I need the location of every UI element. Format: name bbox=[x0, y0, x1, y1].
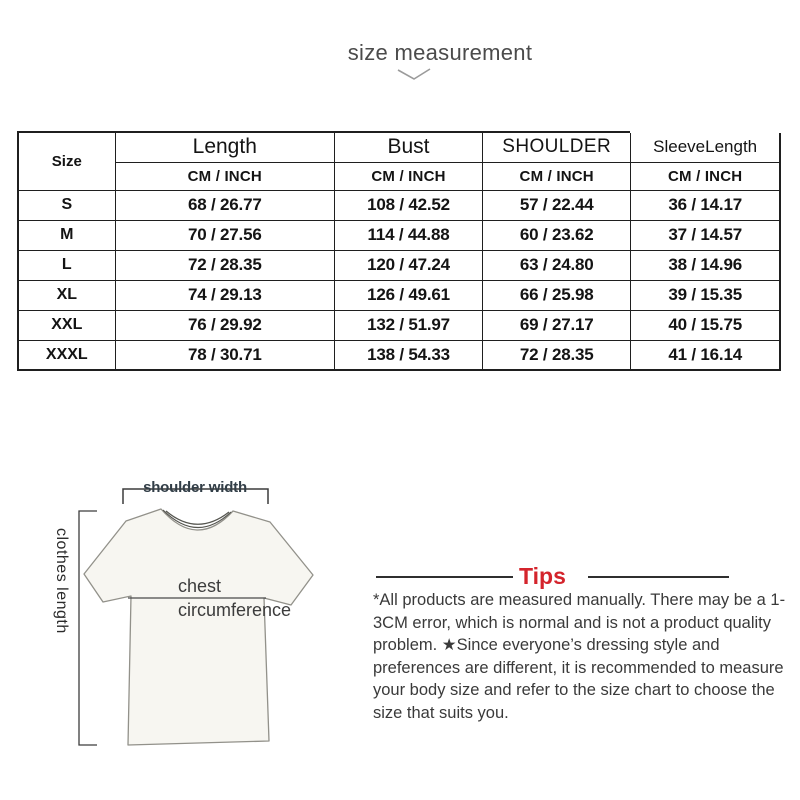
unit-header-length: CM / INCH bbox=[115, 162, 334, 190]
bust-cell: 132 / 51.97 bbox=[334, 310, 482, 340]
bust-cell: 114 / 44.88 bbox=[334, 220, 482, 250]
bust-cell: 108 / 42.52 bbox=[334, 190, 482, 220]
clothes-length-label: clothes length bbox=[53, 528, 70, 634]
col-header-shoulder: SHOULDER bbox=[483, 132, 631, 162]
size-cell: M bbox=[18, 220, 115, 250]
length-cell: 68 / 26.77 bbox=[115, 190, 334, 220]
size-cell: XXXL bbox=[18, 340, 115, 370]
sleeve-cell: 40 / 15.75 bbox=[631, 310, 780, 340]
chest-label-line2: circumference bbox=[178, 600, 292, 620]
shoulder-cell: 69 / 27.17 bbox=[483, 310, 631, 340]
length-cell: 76 / 29.92 bbox=[115, 310, 334, 340]
sleeve-cell: 36 / 14.17 bbox=[631, 190, 780, 220]
unit-header-sleevelength: CM / INCH bbox=[631, 162, 780, 190]
chevron-down-icon bbox=[396, 68, 432, 82]
table-row bbox=[18, 220, 780, 250]
chest-label-line1: chest bbox=[178, 576, 222, 596]
sleeve-cell: 41 / 16.14 bbox=[631, 340, 780, 370]
length-cell: 72 / 28.35 bbox=[115, 250, 334, 280]
bust-cell: 120 / 47.24 bbox=[334, 250, 482, 280]
col-header-length: Length bbox=[115, 132, 334, 162]
bust-cell: 126 / 49.61 bbox=[334, 280, 482, 310]
tips-divider-right bbox=[588, 576, 729, 578]
bust-cell: 138 / 54.33 bbox=[334, 340, 482, 370]
shoulder-cell: 72 / 28.35 bbox=[483, 340, 631, 370]
sleeve-cell: 38 / 14.96 bbox=[631, 250, 780, 280]
table-row bbox=[18, 250, 780, 280]
tshirt-outline bbox=[84, 509, 313, 745]
table-row bbox=[18, 280, 780, 310]
col-header-size: Size bbox=[18, 132, 115, 190]
shoulder-cell: 63 / 24.80 bbox=[483, 250, 631, 280]
unit-header-bust: CM / INCH bbox=[334, 162, 482, 190]
sleeve-cell: 37 / 14.57 bbox=[631, 220, 780, 250]
tips-title: Tips bbox=[519, 563, 566, 589]
shoulder-cell: 57 / 22.44 bbox=[483, 190, 631, 220]
size-table bbox=[17, 131, 781, 371]
size-cell: S bbox=[18, 190, 115, 220]
tips-body-text: *All products are measured manually. There may be a 1-3CM error, which is normal and is not a product quality problem. ★Since everyone’s dressing style and preferences are different, it is recommended to measure your body size and refer to the size chart to choose the size that suits you. bbox=[373, 591, 786, 722]
table-row bbox=[18, 310, 780, 340]
length-bracket bbox=[79, 511, 97, 745]
col-header-bust: Bust bbox=[334, 132, 482, 162]
shoulder-width-label: shoulder width bbox=[143, 479, 247, 496]
unit-header-shoulder: CM / INCH bbox=[483, 162, 631, 190]
table-row bbox=[18, 190, 780, 220]
page-title: size measurement bbox=[347, 40, 533, 65]
table-row bbox=[18, 340, 780, 370]
size-cell: XXL bbox=[18, 310, 115, 340]
shoulder-cell: 66 / 25.98 bbox=[483, 280, 631, 310]
length-cell: 74 / 29.13 bbox=[115, 280, 334, 310]
col-header-sleevelength: SleeveLength bbox=[631, 132, 780, 162]
tips-divider-left bbox=[376, 576, 513, 578]
sleeve-cell: 39 / 15.35 bbox=[631, 280, 780, 310]
size-cell: XL bbox=[18, 280, 115, 310]
tips-header bbox=[376, 565, 752, 588]
shoulder-cell: 60 / 23.62 bbox=[483, 220, 631, 250]
size-cell: L bbox=[18, 250, 115, 280]
length-cell: 78 / 30.71 bbox=[115, 340, 334, 370]
length-cell: 70 / 27.56 bbox=[115, 220, 334, 250]
